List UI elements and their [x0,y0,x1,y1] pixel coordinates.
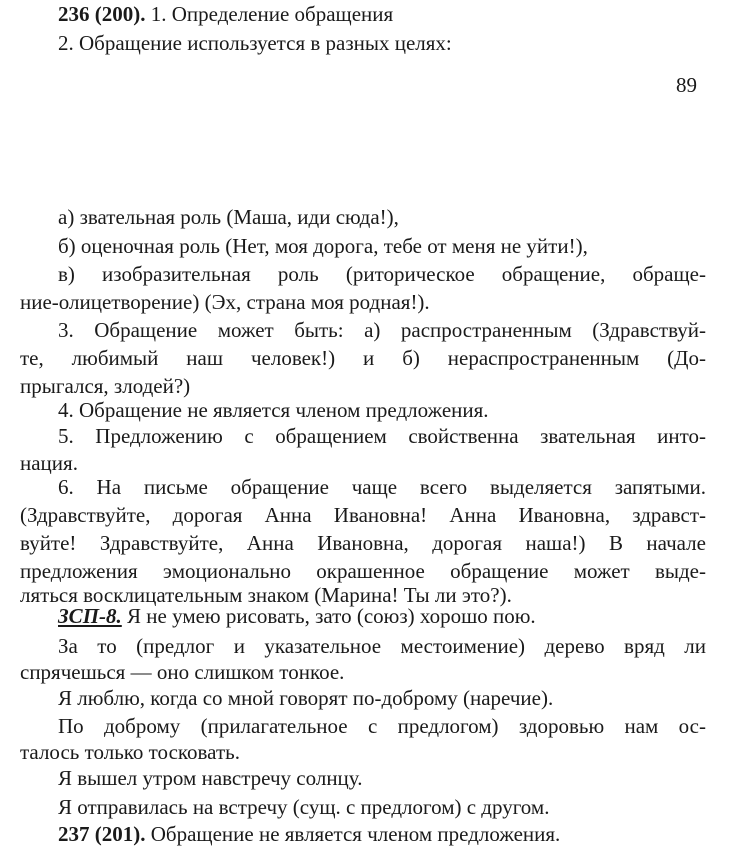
point-6-line-1: 6. На письме обращение чаще всего выделяется запятыми. [58,475,706,499]
point-6-line-3: вуйте! Здравствуйте, Анна Ивановна, дорогая наша!) В начале [20,531,706,555]
task-236-heading [58,4,393,25]
point-6-line-4: предложения эмоционально окрашенное обращение может выде- [20,559,706,583]
zsp-8-sentence-6: Я отправилась на встречу (сущ. с предлогом) с другом. [58,795,550,819]
zsp-8-sentence-1 [58,606,536,627]
zsp-8-sentence-2-line-2: спрячешься — оно слишком тонкое. [20,660,345,684]
task-237 [58,824,560,845]
zsp-8-sentence-4-line-1: По доброму (прилагательное с предлогом) здоровью нам ос- [58,714,706,738]
point-5-line-1: 5. Предложению с обращением свойственна звательная инто- [58,424,706,448]
zsp-8-sentence-1-text: Я не умею рисовать, зато (союз) хорошо пою. [127,604,536,628]
zsp-8-sentence-5: Я вышел утром навстречу солнцу. [58,766,363,790]
zsp-8-sentence-3: Я люблю, когда со мной говорят по-доброму (наречие). [58,686,554,710]
task-237-text: Обращение не является членом предложения. [150,822,561,846]
task-236-number: 236 (200). [58,2,146,26]
zsp-8-sentence-4-line-2: талось только тосковать. [20,740,240,764]
list-item-a: а) звательная роль (Маша, иди сюда!), [58,205,399,229]
point-4: 4. Обращение не является членом предложения. [58,398,489,422]
point-3-line-2: те, любимый наш человек!) и б) нераспространенным (До- [20,346,706,370]
point-5-line-2: нация. [20,451,78,475]
point-3-line-3: прыгался, злодей?) [20,374,191,398]
page-number: 89 [676,73,697,97]
list-item-v-line-2: ние-олицетворение) (Эх, страна моя родная!). [20,290,430,314]
zsp-8-label: ЗСП-8. [58,604,122,628]
task-237-number: 237 (201). [58,822,146,846]
list-item-v-line-1: в) изобразительная роль (риторическое обращение, обраще- [58,262,706,286]
task-236-item-2: 2. Обращение используется в разных целях: [58,31,452,55]
zsp-8-sentence-2-line-1: За то (предлог и указательное местоимение) дерево вряд ли [58,634,706,658]
point-3-line-1: 3. Обращение может быть: а) распространенным (Здравствуй- [58,318,706,342]
list-item-b: б) оценочная роль (Нет, моя дорога, тебе от меня не уйти!), [58,234,588,258]
task-236-item-1: 1. Определение обращения [150,2,394,26]
point-6-line-5: ляться восклицательным знаком (Марина! Ты ли это?). [20,583,512,607]
point-6-line-2: (Здравствуйте, дорогая Анна Ивановна! Анна Ивановна, здравст- [20,503,706,527]
